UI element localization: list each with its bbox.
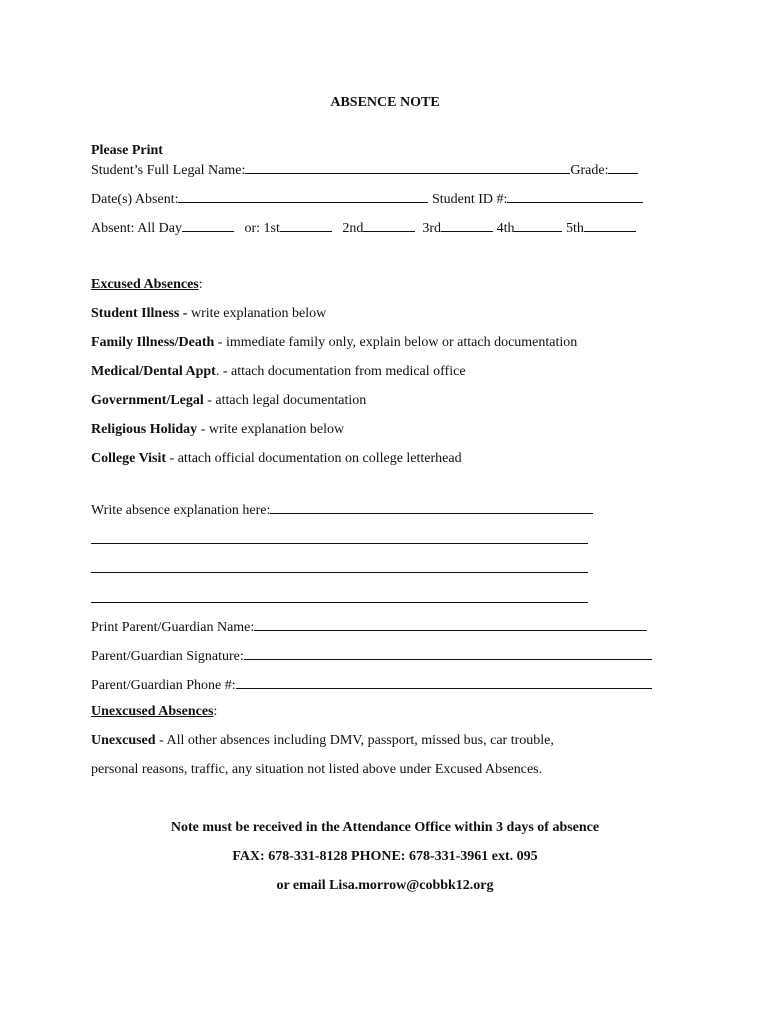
student-id-field[interactable] [507, 190, 643, 203]
please-print-label: Please Print [91, 143, 163, 158]
student-id-label: Student ID #: [431, 192, 508, 207]
student-name-field[interactable] [245, 161, 570, 174]
period-2-field[interactable] [363, 219, 415, 232]
all-day-field[interactable] [182, 219, 234, 232]
parent-signature-field[interactable] [244, 647, 652, 660]
absence-note-page: ABSENCE NOTE Please Print Student’s Full Legal Name: Grade: Date(s) Absent: Student ID #: Absent: All Day or: 1st 2nd 3rd 4th 5th Excused Absences: Student Illness - write explanation below Family Illness/Death - immediate family only, explain below or attach documentation Medical/Dental Appt. - attach documentation from medical office Government/Legal - attach legal documentation Religious Holiday - write explanation below College Visit - attach official documentation on college letterhead Write absence explanation here: Print Parent/Guardian Name: Parent/Guardian Signature: Parent/Guardian Phone #: Unexcused Absences: Unexcused - All other absences including DMV, passport, missed bus, car trouble, personal reasons, traffic, any situation not listed above under Excused Absences. Note must be received in the Attendance Office within 3 days of absence FAX: 678-331-8128 PHONE: 678-331-3961 ext. 095 or email Lisa.morrow@cobbk12.org [0, 0, 770, 1024]
period-1-field[interactable] [280, 219, 332, 232]
dates-absent-label: Date(s) Absent: [91, 192, 179, 207]
dates-row [91, 190, 643, 208]
parent-name-field[interactable] [254, 618, 647, 631]
explanation-row [91, 501, 593, 519]
explanation-line[interactable] [91, 572, 588, 573]
contact-email: or email Lisa.morrow@cobbk12.org [276, 878, 494, 893]
student-name-label: Student’s Full Legal Name: [91, 163, 246, 178]
parent-phone-field[interactable] [236, 676, 652, 689]
dates-absent-field[interactable] [178, 190, 428, 203]
excused-item: Government/Legal - attach legal documentation [91, 393, 367, 408]
parent-name-row [91, 618, 647, 636]
period-3-field[interactable] [441, 219, 493, 232]
unexcused-description-continued: personal reasons, traffic, any situation not listed above under Excused Absences. [91, 762, 543, 777]
parent-phone-row [91, 676, 652, 694]
grade-label: Grade: [570, 163, 609, 178]
period-2-label: 2nd [342, 221, 364, 236]
parent-signature-label: Parent/Guardian Signature: [91, 649, 244, 664]
period-4-field[interactable] [514, 219, 562, 232]
unexcused-description: Unexcused - All other absences including DMV, passport, missed bus, car trouble, [91, 733, 554, 748]
excused-item: Religious Holiday - write explanation below [91, 422, 345, 437]
explanation-field[interactable] [270, 501, 593, 514]
document-title: ABSENCE NOTE [330, 95, 440, 110]
period-1-label: or: 1st [244, 221, 280, 236]
contact-fax-phone: FAX: 678-331-8128 PHONE: 678-331-3961 ext. 095 [232, 849, 538, 864]
excused-item: Medical/Dental Appt. - attach documentation from medical office [91, 364, 466, 379]
excused-item: Student Illness - write explanation below [91, 306, 327, 321]
unexcused-absences-heading: Unexcused Absences [91, 704, 214, 719]
period-4-label: 4th [496, 221, 515, 236]
parent-phone-label: Parent/Guardian Phone #: [91, 678, 236, 693]
grade-field[interactable] [608, 161, 638, 174]
period-5-field[interactable] [584, 219, 636, 232]
absent-all-day-label: Absent: All Day [91, 221, 182, 236]
period-3-label: 3rd [422, 221, 442, 236]
parent-signature-row [91, 647, 652, 665]
explanation-label: Write absence explanation here: [91, 503, 271, 518]
excused-item: Family Illness/Death - immediate family only, explain below or attach documentation [91, 335, 578, 350]
excused-absences-heading: Excused Absences [91, 277, 199, 292]
explanation-line[interactable] [91, 602, 588, 603]
period-5-label: 5th [565, 221, 584, 236]
student-name-row [91, 161, 638, 179]
excused-item: College Visit - attach official documentation on college letterhead [91, 451, 462, 466]
parent-name-label: Print Parent/Guardian Name: [91, 620, 255, 635]
explanation-line[interactable] [91, 543, 588, 544]
periods-row [91, 219, 636, 237]
deadline-notice: Note must be received in the Attendance Office within 3 days of absence [170, 820, 600, 835]
